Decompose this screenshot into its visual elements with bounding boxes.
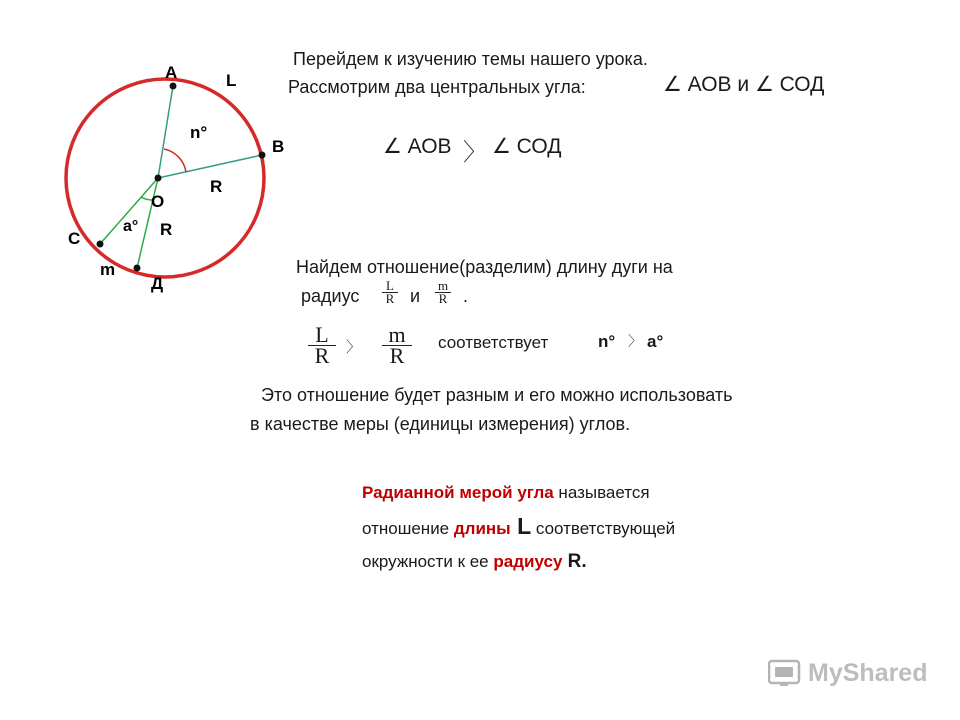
correspond-fraction-2-den: R (389, 343, 405, 368)
radius-ob (158, 155, 262, 178)
definition-line-2-rest: соответствующей (531, 519, 676, 538)
label-d: Д (151, 274, 164, 293)
point-a (170, 83, 177, 90)
definition-term: Радианной мерой угла (362, 483, 554, 502)
point-c (97, 241, 104, 248)
label-n: n° (190, 123, 208, 142)
ratio-dot: . (463, 286, 469, 306)
label-l: L (226, 71, 237, 90)
ratio-line-2-start: радиус (301, 286, 360, 306)
point-d (134, 265, 141, 272)
angle-arc-n (164, 149, 186, 172)
radius-oa (158, 86, 173, 178)
intro-line-1: Перейдем к изучению темы нашего урока. (293, 49, 648, 69)
circle-outline (66, 79, 264, 277)
definition-radius: радиусу (493, 552, 563, 571)
intro-angles: ∠ АОВ и ∠ СОД (663, 73, 825, 96)
conclusion-line-1: Это отношение будет разным и его можно использовать (261, 385, 733, 405)
label-m: m (100, 260, 116, 279)
correspond-a: a° (647, 332, 664, 351)
correspond-n: n° (598, 332, 616, 351)
definition-line-2-start: отношение (362, 519, 454, 538)
definition-line-3 (362, 551, 587, 573)
ratio-and: и (410, 286, 421, 306)
ratio-fraction-2-num: m (437, 278, 449, 293)
definition-length: длины (453, 519, 511, 538)
point-b (259, 152, 266, 159)
conclusion-line-2: в качестве меры (единицы измерения) углов. (250, 414, 631, 434)
ratio-fraction-1 (382, 280, 398, 305)
point-o (155, 175, 162, 182)
label-r2: R (160, 220, 173, 239)
compare-left: ∠ АОВ (383, 135, 452, 158)
correspond-sign-2: 〉 (628, 333, 642, 349)
ratio-fraction-2 (435, 280, 451, 305)
label-c: С (68, 229, 81, 248)
intro-line-2: Рассмотрим два центральных угла: (288, 77, 586, 97)
correspond-fraction-1-num: L (315, 322, 329, 347)
label-a: А (165, 63, 178, 82)
definition-line-3-start: окружности к ее (362, 552, 494, 571)
definition-r-symbol: R. (562, 551, 587, 572)
correspond-fraction-2-num: m (388, 322, 406, 347)
circle-diagram (0, 50, 300, 370)
definition-line-1 (362, 483, 650, 503)
correspond-text: соответствует (438, 333, 549, 352)
correspond-fraction-2 (382, 322, 412, 368)
definition-line-2 (362, 513, 675, 540)
ratio-fraction-2-den: R (438, 291, 448, 306)
watermark (768, 658, 927, 688)
compare-right: ∠ СОД (492, 135, 562, 158)
compare-sign: 〉 (463, 139, 487, 166)
watermark-text: MyShared (808, 658, 928, 687)
ratio-line-1: Найдем отношение(разделим) длину дуги на (296, 257, 673, 277)
correspond-fraction-1-den: R (314, 343, 330, 368)
definition-line-1-rest: называется (553, 483, 650, 502)
correspond-sign: 〉 (346, 339, 362, 356)
definition-l-symbol: L (510, 513, 532, 539)
label-o: О (151, 192, 165, 211)
correspond-fraction-1 (308, 322, 336, 368)
label-b: В (272, 137, 285, 156)
watermark-logo-icon (768, 658, 802, 688)
label-r1: R (210, 177, 223, 196)
label-a-deg: а° (123, 218, 139, 235)
ratio-fraction-1-num: L (386, 278, 394, 293)
ratio-fraction-1-den: R (385, 291, 395, 306)
